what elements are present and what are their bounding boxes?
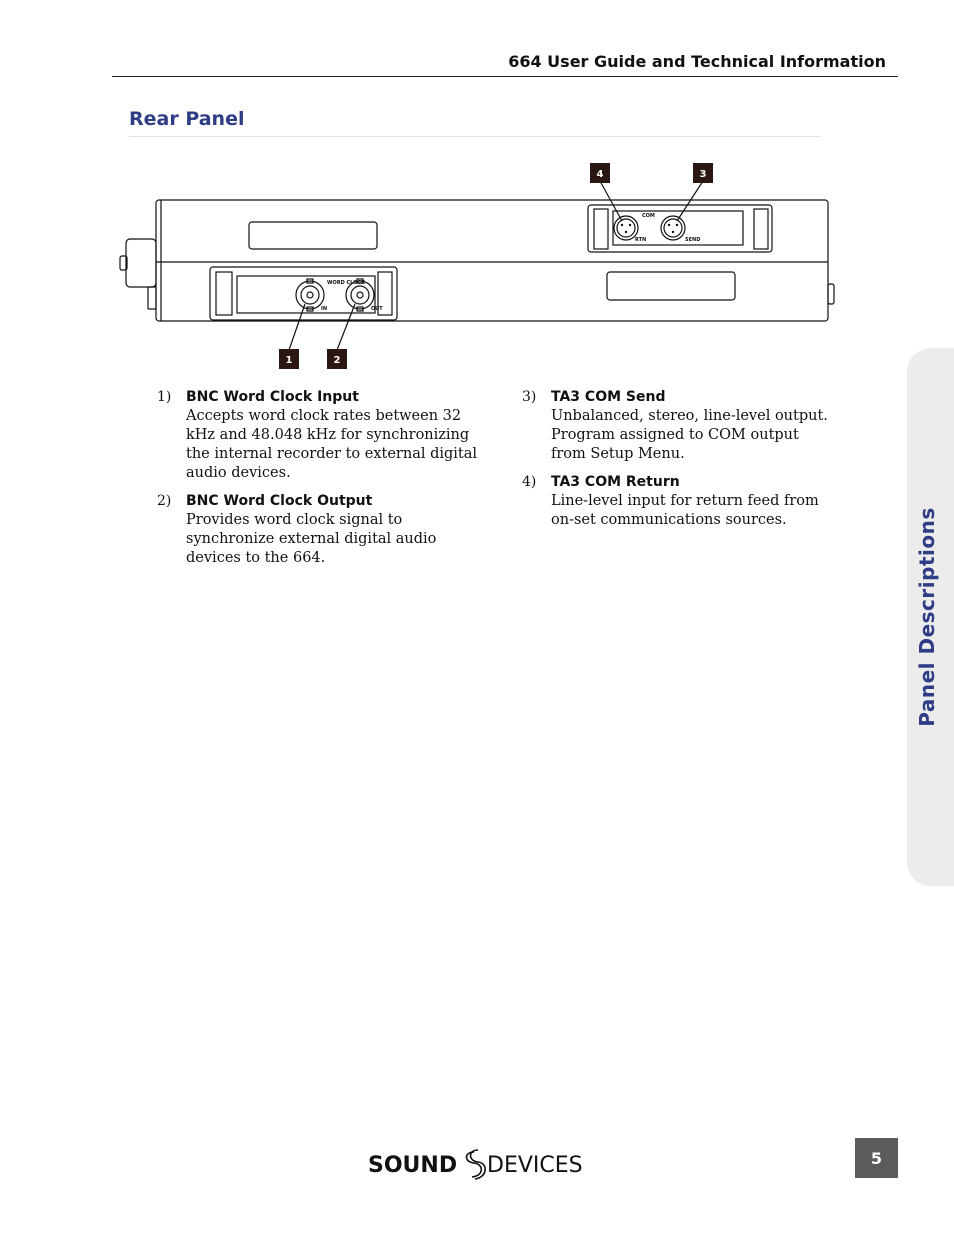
logo-devices-text: DEVICES (487, 1153, 583, 1178)
bnc-in-connector (296, 281, 324, 309)
item-description: Accepts word clock rates between 32 kHz and 48.048 kHz for synchronizing the internal recorder to external digital audio devices. (186, 408, 478, 481)
callout-2-label: 2 (333, 355, 341, 366)
logo-swirl-icon (467, 1150, 486, 1179)
out-label: OUT (371, 306, 383, 312)
item-number: 4) (522, 474, 537, 490)
callout-3 (693, 163, 713, 183)
send-label: SEND (685, 237, 701, 243)
description-column-right (522, 388, 837, 539)
in-label: IN (321, 306, 328, 312)
left-knob (126, 239, 156, 287)
item-title: TA3 COM Send (551, 389, 666, 405)
sound-devices-logo (368, 1146, 588, 1182)
description-item (157, 492, 487, 568)
callout-2 (327, 349, 347, 369)
item-description: Line-level input for return feed from on-set communications sources. (551, 493, 819, 528)
callout-1 (279, 349, 299, 369)
description-column-left (157, 388, 487, 577)
item-number: 2) (157, 493, 172, 509)
item-title: TA3 COM Return (551, 474, 680, 490)
side-tab-text: Panel Descriptions (915, 507, 939, 727)
section-rule (129, 136, 821, 137)
item-title: BNC Word Clock Output (186, 493, 373, 509)
section-title: Rear Panel (129, 108, 245, 130)
item-title: BNC Word Clock Input (186, 389, 359, 405)
item-number: 3) (522, 389, 537, 405)
com-label: COM (642, 213, 655, 219)
word-clock-label: WORD CLOCK (327, 280, 365, 286)
header-title: 664 User Guide and Technical Information (508, 52, 886, 71)
logo-sound-text: SOUND (368, 1153, 458, 1178)
callout-4-label: 4 (596, 169, 604, 180)
device-body (156, 200, 828, 321)
rtn-label: RTN (635, 237, 647, 243)
callout-4 (590, 163, 610, 183)
description-item (157, 388, 487, 483)
item-description: Provides word clock signal to synchronize external digital audio devices to the 664. (186, 512, 437, 566)
callout-1-label: 1 (285, 355, 293, 366)
description-item (522, 388, 837, 464)
description-item (522, 473, 837, 530)
callout-3-label: 3 (699, 169, 707, 180)
item-number: 1) (157, 389, 172, 405)
header-rule (112, 76, 898, 77)
item-description: Unbalanced, stereo, line-level output. Program assigned to COM output from Setup Menu. (551, 408, 828, 462)
rear-panel-diagram (110, 155, 840, 375)
page-number: 5 (855, 1138, 898, 1178)
